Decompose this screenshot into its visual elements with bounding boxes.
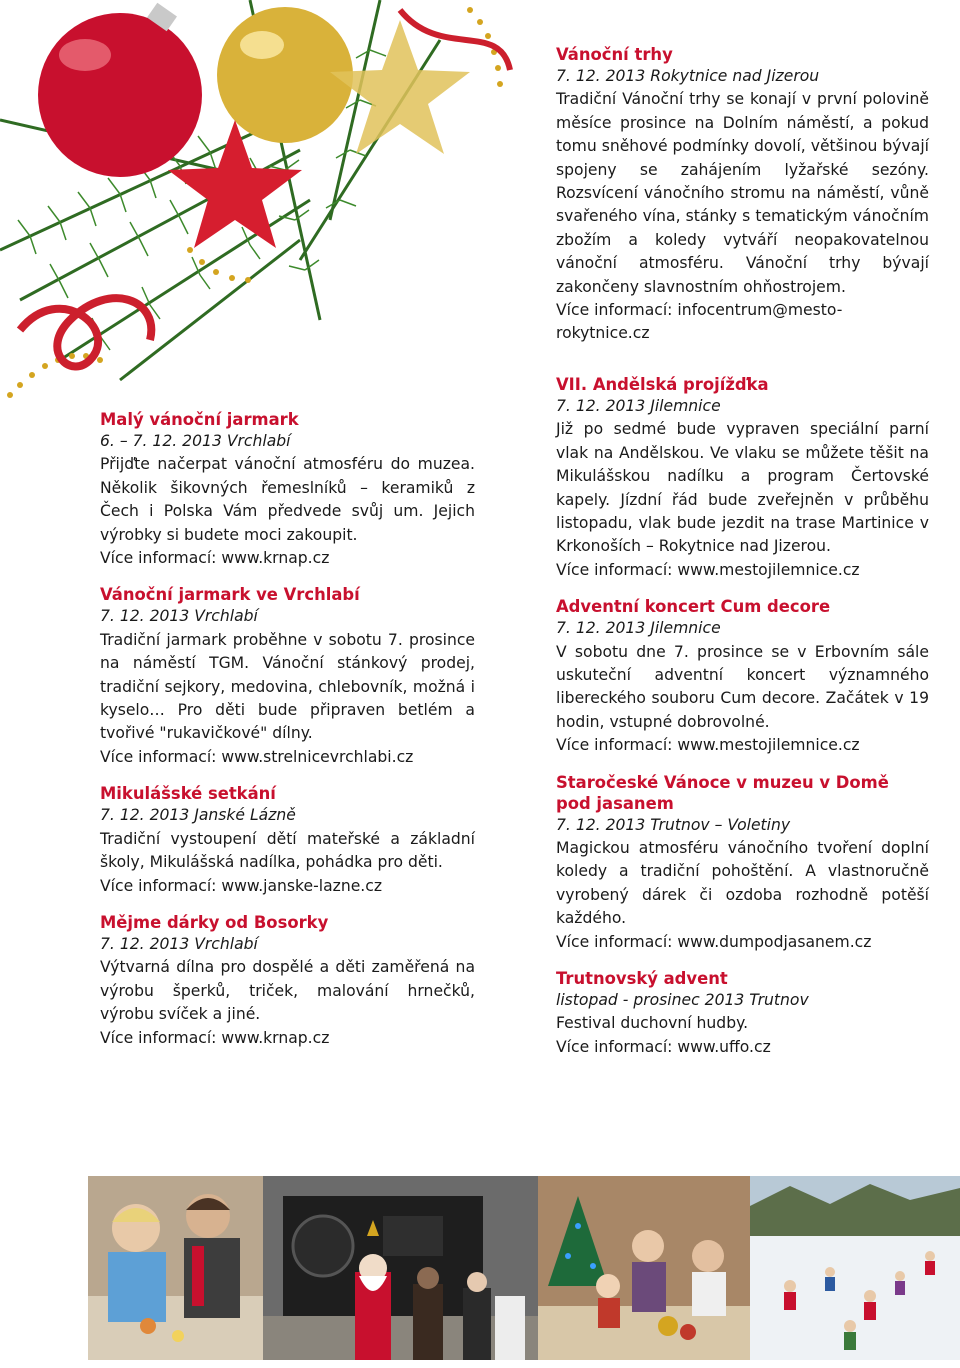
event-maly-jarmark xyxy=(100,409,475,570)
photo-train-icon xyxy=(263,1176,538,1360)
event-text: Tradiční vystoupení dětí mateřské a základní školy, Mikulášská nadílka, pohádka pro děti. xyxy=(100,829,475,872)
event-title: Staročeské Vánoce v muzeu v Domě pod jasanem xyxy=(556,772,889,813)
photo-nativity-icon xyxy=(538,1176,750,1360)
event-title: Vánoční jarmark ve Vrchlabí xyxy=(100,585,360,605)
event-text: Tradiční jarmark proběhne v sobotu 7. prosince na náměstí TGM. Vánoční stánkový prodej, tradiční sejkory, medovina, chlebovník, možná i kyselo… Pro děti bude připraven betlém a tvořivé "rukavičkové" dílny. xyxy=(100,630,475,743)
event-more-info[interactable]: Více informací: www.janske-lazne.cz xyxy=(100,876,383,895)
event-more-info[interactable]: Více informací: infocentrum@mesto-rokytnice.cz xyxy=(556,301,843,343)
event-text: Již po sedmé bude vypraven speciální parní vlak na Andělskou. Ve vlaku se můžete těšit na Mikulášskou nadílku a program Čertovské kapely. Jízdní řád bude zveřejněn v průběhu listopadu, vlak bude jezdit na trase Martinice v Krkonoších – Rokytnice nad Jizerou. xyxy=(556,420,929,556)
photo-strip xyxy=(88,1176,960,1360)
event-title: Adventní koncert Cum decore xyxy=(556,597,831,617)
right-column xyxy=(556,44,929,1073)
event-title: Trutnovský advent xyxy=(556,969,728,988)
event-title: Malý vánoční jarmark xyxy=(100,410,299,429)
event-darky-od-bosorky xyxy=(100,912,475,1050)
left-column xyxy=(100,409,475,1064)
photo-crafts-icon xyxy=(88,1176,263,1360)
event-text: V sobotu dne 7. prosince se v Erbovním sále uskuteční adventní koncert významného libereckého souboru Cum decore. Začátek v 19 hodin, vstupné dobrovolné. xyxy=(556,642,929,731)
event-title: Mikulášské setkání xyxy=(100,784,276,804)
event-more-info[interactable]: Více informací: www.krnap.cz xyxy=(100,549,330,568)
event-trutnovsky-advent xyxy=(556,968,929,1059)
event-date: 7. 12. 2013 Jilemnice xyxy=(556,619,721,638)
event-text: Festival duchovní hudby. xyxy=(556,1014,749,1033)
event-vanocni-trhy xyxy=(556,44,929,346)
event-date: 7. 12. 2013 Rokytnice nad Jizerou xyxy=(556,67,820,85)
christmas-ornaments-icon xyxy=(0,0,525,400)
event-title: Mějme dárky od Bosorky xyxy=(100,912,329,932)
event-mikulasske-setkani xyxy=(100,783,475,898)
event-adventni-koncert xyxy=(556,596,929,757)
event-text: Tradiční Vánoční trhy se konají v první polovině měsíce prosince na Dolním náměstí, a pokud tomu sněhové podmínky dovolí, většinou bývají spojeny se zahájením lyžařské sezóny. Rozsvícení vánočního stromu na náměstí, vůně svařeného vína, stánky s tematickým vánočním zbožím a koledy vytváří neopakovatelnou vánoční atmosféru. Vánoční trhy bývají zakončeny slavnostním ohňostrojem. xyxy=(556,90,929,296)
event-date: 7. 12. 2013 Vrchlabí xyxy=(100,607,258,626)
event-date: 7. 12. 2013 Janské Lázně xyxy=(100,806,296,825)
photo-snow-children-icon xyxy=(750,1176,960,1360)
event-more-info[interactable]: Více informací: www.krnap.cz xyxy=(100,1028,330,1047)
event-title: Vánoční trhy xyxy=(556,45,673,64)
event-date: 7. 12. 2013 Trutnov – Voletiny xyxy=(556,815,791,834)
event-more-info[interactable]: Více informací: www.dumpodjasanem.cz xyxy=(556,932,872,951)
event-more-info[interactable]: Více informací: www.mestojilemnice.cz xyxy=(556,560,860,579)
event-date: 7. 12. 2013 Vrchlabí xyxy=(100,934,258,953)
event-date: 7. 12. 2013 Jilemnice xyxy=(556,396,721,415)
event-staroceske-vanoce xyxy=(556,772,929,954)
event-text: Výtvarná dílna pro dospělé a děti zaměřená na výrobu šperků, triček, malování hrnečků, výrobu svíček a jiné. xyxy=(100,958,475,1024)
event-date: 6. – 7. 12. 2013 Vrchlabí xyxy=(100,432,291,450)
event-more-info[interactable]: Více informací: www.uffo.cz xyxy=(556,1037,771,1056)
event-text: Magickou atmosféru vánočního tvoření doplní koledy a tradiční pohoštění. A vlastnoručně vyrobený dárek či ozdoba rozhodně potěší každého. xyxy=(556,838,929,928)
event-vanocni-jarmark xyxy=(100,584,475,769)
event-date: listopad - prosinec 2013 Trutnov xyxy=(556,991,809,1009)
event-more-info[interactable]: Více informací: www.strelnicevrchlabi.cz xyxy=(100,747,414,766)
event-andelska-projizdka xyxy=(556,374,929,582)
event-more-info[interactable]: Více informací: www.mestojilemnice.cz xyxy=(556,736,860,755)
event-text: Přijďte načerpat vánoční atmosféru do muzea. Několik šikovných řemeslníků – keramiků z Čech i Polska Vám předvede svůj um. Jejich výrobky si budete moci zakoupit. xyxy=(100,455,475,544)
event-title: VII. Andělská projížďka xyxy=(556,374,769,394)
